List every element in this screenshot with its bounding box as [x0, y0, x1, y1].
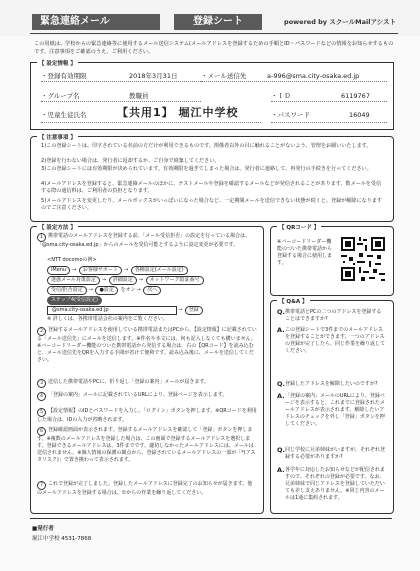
- step-text: これで登録が完了しました。登録したメールアドレスに登録完了のお知らせが届きます。他のメールアドレスを登録する場合は、①からの作業を繰り返してください。: [37, 481, 253, 496]
- notes-box: [30, 136, 394, 222]
- q-text: 同じ学校に兄弟姉妹がいますが、それぞれ登録する必要がありますか?: [285, 447, 386, 460]
- step-text: 送信した携帯電話やPCに、折り返し「登録の案内」メールが届きます。: [48, 379, 210, 385]
- step-number: 4: [37, 392, 46, 401]
- a-mark: A.: [277, 466, 285, 474]
- qa-box: [270, 300, 394, 514]
- group-label: ・グループ名: [41, 92, 80, 100]
- a-mark: A.: [277, 392, 285, 400]
- arrow-icon: →: [88, 287, 93, 293]
- step-text: 登録するメールアドレスを使用している携帯電話またはPCから、【設定情報】に記載されている「メール送信先」にメールを送信します。※件名や本文には、何も記入しなくても構いません。※バーコードリーダー機能のついた携帯電話から発信する場合は、右の【QRコード】を読み込むと、メール送信先をQRを入力する手間が省けて便利です。読み込み後に、メールを送信してください。: [37, 327, 257, 363]
- id-label: ・ＩＤ: [271, 92, 291, 100]
- step-text: 携帯電話のメールアドレスを登録する前、「メール受信拒否」の設定を行っている場合は、「@sma.city-osaka.ed.jp」からのメールを受信可能とするように設定変更が必要です。: [37, 233, 251, 248]
- step-number: 7: [37, 481, 46, 490]
- group-value: 教職員: [129, 92, 149, 100]
- flow-step: 受信/拒否設定: [47, 286, 87, 295]
- flow-text: をオン: [120, 287, 136, 293]
- qr-label: 【 QRコード 】: [279, 225, 320, 231]
- sheet-title: 緊急連絡メール: [32, 14, 160, 30]
- qr-note: ※バーコードリーダー機能のついた携帯電話から登録する場合に使用します。: [277, 239, 333, 266]
- setup-step-7: [37, 481, 257, 497]
- issuer-value: 堀江中学校 4531-7868: [32, 536, 92, 542]
- a-text: 「登録の案内」メールのURLにより、登録ページを表示すると、これまでに登録されたメールアドレスが表示されます。解除したいアドレスのチェックを外し「登録」ボタンを押してください。: [285, 393, 385, 427]
- flow-step: 各種設定(メール設定): [131, 266, 188, 275]
- sender-label: ・メール送信先: [201, 72, 247, 80]
- intro-text: この用紙は、学校からの緊急連絡等に使用するメール送信システム(メールアドレスを登録するための手順とID・パスワードなどの情報をお知らせするものです。注意事項をご確認のうえ、ご利用ください。: [34, 41, 394, 55]
- qr-box: [270, 226, 394, 296]
- qa-question: [277, 309, 387, 323]
- note-item: 2)登録を行わない場合は、発行者に返却するか、ご自身で廃棄してください。: [41, 158, 220, 164]
- note-item: 1)この登録シートは、印字されている名前の方だけが利用できるものです。関係者以外の目に触れることがないよう、管理をお願いいたします。: [41, 143, 372, 149]
- domain-field: @sma.city-osaka.ed.jp: [47, 306, 177, 315]
- arrow-icon: →: [138, 277, 143, 283]
- qa-question: [277, 447, 387, 461]
- flow-step: ネットワーク暗証番号: [146, 276, 204, 285]
- flow-row-1: [47, 266, 267, 275]
- setup-step-1: [37, 233, 257, 249]
- flow-step: iMenu: [47, 266, 70, 275]
- settings-info-label: 【 設定情報 】: [39, 61, 76, 67]
- step-number: 1: [37, 233, 46, 242]
- flow-row-5: [47, 306, 267, 315]
- note-item: 4)メールアドレスを登録すると、緊急連絡メールのほかに、テストメールや登録を確認するメールなどが発信されることがあります。数メールを受信する際の通信料は、ご利用者の負担となります。: [41, 181, 382, 195]
- sheet-tag: 登録シート: [174, 14, 262, 30]
- flow-row-3: [47, 286, 267, 295]
- step-number: 5: [37, 408, 46, 417]
- flow-step: お客様サポート: [79, 266, 122, 275]
- arrow-icon: →: [72, 267, 77, 273]
- flow-row-4: [47, 296, 267, 305]
- flow-step: 次へ: [143, 286, 161, 295]
- a-text: この登録シートで3件までのメールアドレスを登録することができます。一つのアドレスの登録が完了したら、同じ作業を繰り返してください。: [285, 327, 386, 354]
- qa-label: 【 Q&A 】: [279, 299, 308, 305]
- q-mark: Q.: [277, 446, 285, 454]
- brand-text: powered by スクールMailアシスト: [284, 18, 396, 26]
- setup-step-2: [37, 327, 257, 364]
- arrow-icon: →: [101, 277, 107, 283]
- footer: [30, 518, 392, 549]
- qa-question: [277, 381, 387, 388]
- student-value: 【共用1】 堀江中学校: [117, 106, 239, 119]
- divider: [201, 81, 387, 82]
- divider: [41, 122, 261, 123]
- arrow-icon: →: [123, 267, 129, 273]
- issuer-label: ■発行者: [32, 526, 54, 532]
- qr-code-icon: [339, 235, 387, 283]
- q-text: 携帯電話とPCの二つのアドレスを登録することはできますか?: [285, 309, 382, 322]
- notes-label: 【 注意事項 】: [39, 135, 76, 141]
- step-number: 3: [37, 379, 46, 388]
- qa-answer: [277, 393, 387, 428]
- note-item: 3)この登録シートには有効期限が決められています。有効期限を過ぎてしまった場合は、発行者に連絡して、再発行の手続きを行ってください。: [41, 166, 372, 172]
- flow-step: ステップ4(受信設定): [47, 296, 102, 305]
- arrow-icon: →: [178, 307, 183, 313]
- period-label: ・登録有効期限: [41, 72, 87, 80]
- flow-step: 詳細設定: [109, 276, 137, 285]
- setup-step-3: [37, 379, 257, 388]
- period-value: 2018年3月31日: [129, 72, 178, 80]
- flow-row-2: [47, 276, 267, 285]
- flow-step: 登録: [185, 306, 203, 315]
- id-value: 6119767: [341, 92, 370, 100]
- q-text: 登録したアドレスを解除したいのですが?: [285, 381, 378, 387]
- note-item: 5)メールアドレスを変更したり、メールボックスがいっぱいになった場合など、一定期間メールを送信できない状態が続くと、登録が解除になりますのでご注意ください。: [41, 198, 382, 212]
- divider: [41, 101, 201, 102]
- step-text: 「登録の案内」メールに記載されているURLにより、登録ページを表示します。: [48, 392, 228, 398]
- divider: [41, 81, 201, 82]
- period-row: [41, 71, 87, 81]
- q-mark: Q.: [277, 308, 285, 316]
- carrier-example: <NTT docomoの例>: [47, 257, 97, 263]
- settings-info-box: [30, 62, 394, 130]
- header: [0, 0, 420, 36]
- arrow-icon: →: [136, 287, 141, 293]
- divider: [271, 101, 387, 102]
- step-text: 【設定情報】のIDとパスワードを入力し、「ログイン」ボタンを押します。※QRコードを利用した場合は、IDの入力が省略されます。: [37, 408, 257, 423]
- password-value: 16049: [349, 111, 370, 119]
- header-divider: [30, 33, 398, 34]
- setup-box: [30, 226, 264, 514]
- flow-step: 迷惑メール対策設定: [47, 276, 100, 285]
- qa-answer: [277, 327, 387, 355]
- a-text: 各学年に対応したお知らせなどが配信されますので、それぞれの登録が必要です。なお、兄弟姉妹で同じアドレスを登録していただいても差し支えありません。※同じ内容のメールは1通に集約されます。: [285, 467, 385, 501]
- step-number: 6: [37, 427, 46, 436]
- divider: [271, 122, 387, 123]
- a-mark: A.: [277, 326, 285, 334]
- password-label: ・パスワード: [271, 111, 310, 119]
- setup-step-6: [37, 427, 257, 464]
- setup-label: 【 設定方法 】: [39, 225, 76, 231]
- step-text: 登録確認画面が表示されます。登録するメールアドレスを確認して「登録」ボタンを押します。※複数のメールアドレスを登録した場合は、この画面で登録するメールアドレスを選択します。登録できるメールアドレスは、3件までです。適切しなかったメールアドレスには、メールは送信されません。※個人情報の保護の観点から、登録されているメールアドレスの一部が「*(アスタリスク)」で置き換わって表示されます。: [37, 427, 256, 463]
- setup-step-4: [37, 392, 257, 401]
- qa-answer: [277, 467, 387, 502]
- flow-step: ●設定: [95, 286, 117, 295]
- q-mark: Q.: [277, 380, 285, 388]
- example-note: ※ 詳しくは、各携帯電話会社の案内をご覧ください。: [47, 316, 168, 322]
- setup-step-5: [37, 408, 257, 424]
- sender-value: a-996@sma.city-osaka.ed.jp: [267, 72, 360, 80]
- step-number: 2: [37, 327, 46, 336]
- student-label: ・児童生徒氏名: [41, 111, 87, 119]
